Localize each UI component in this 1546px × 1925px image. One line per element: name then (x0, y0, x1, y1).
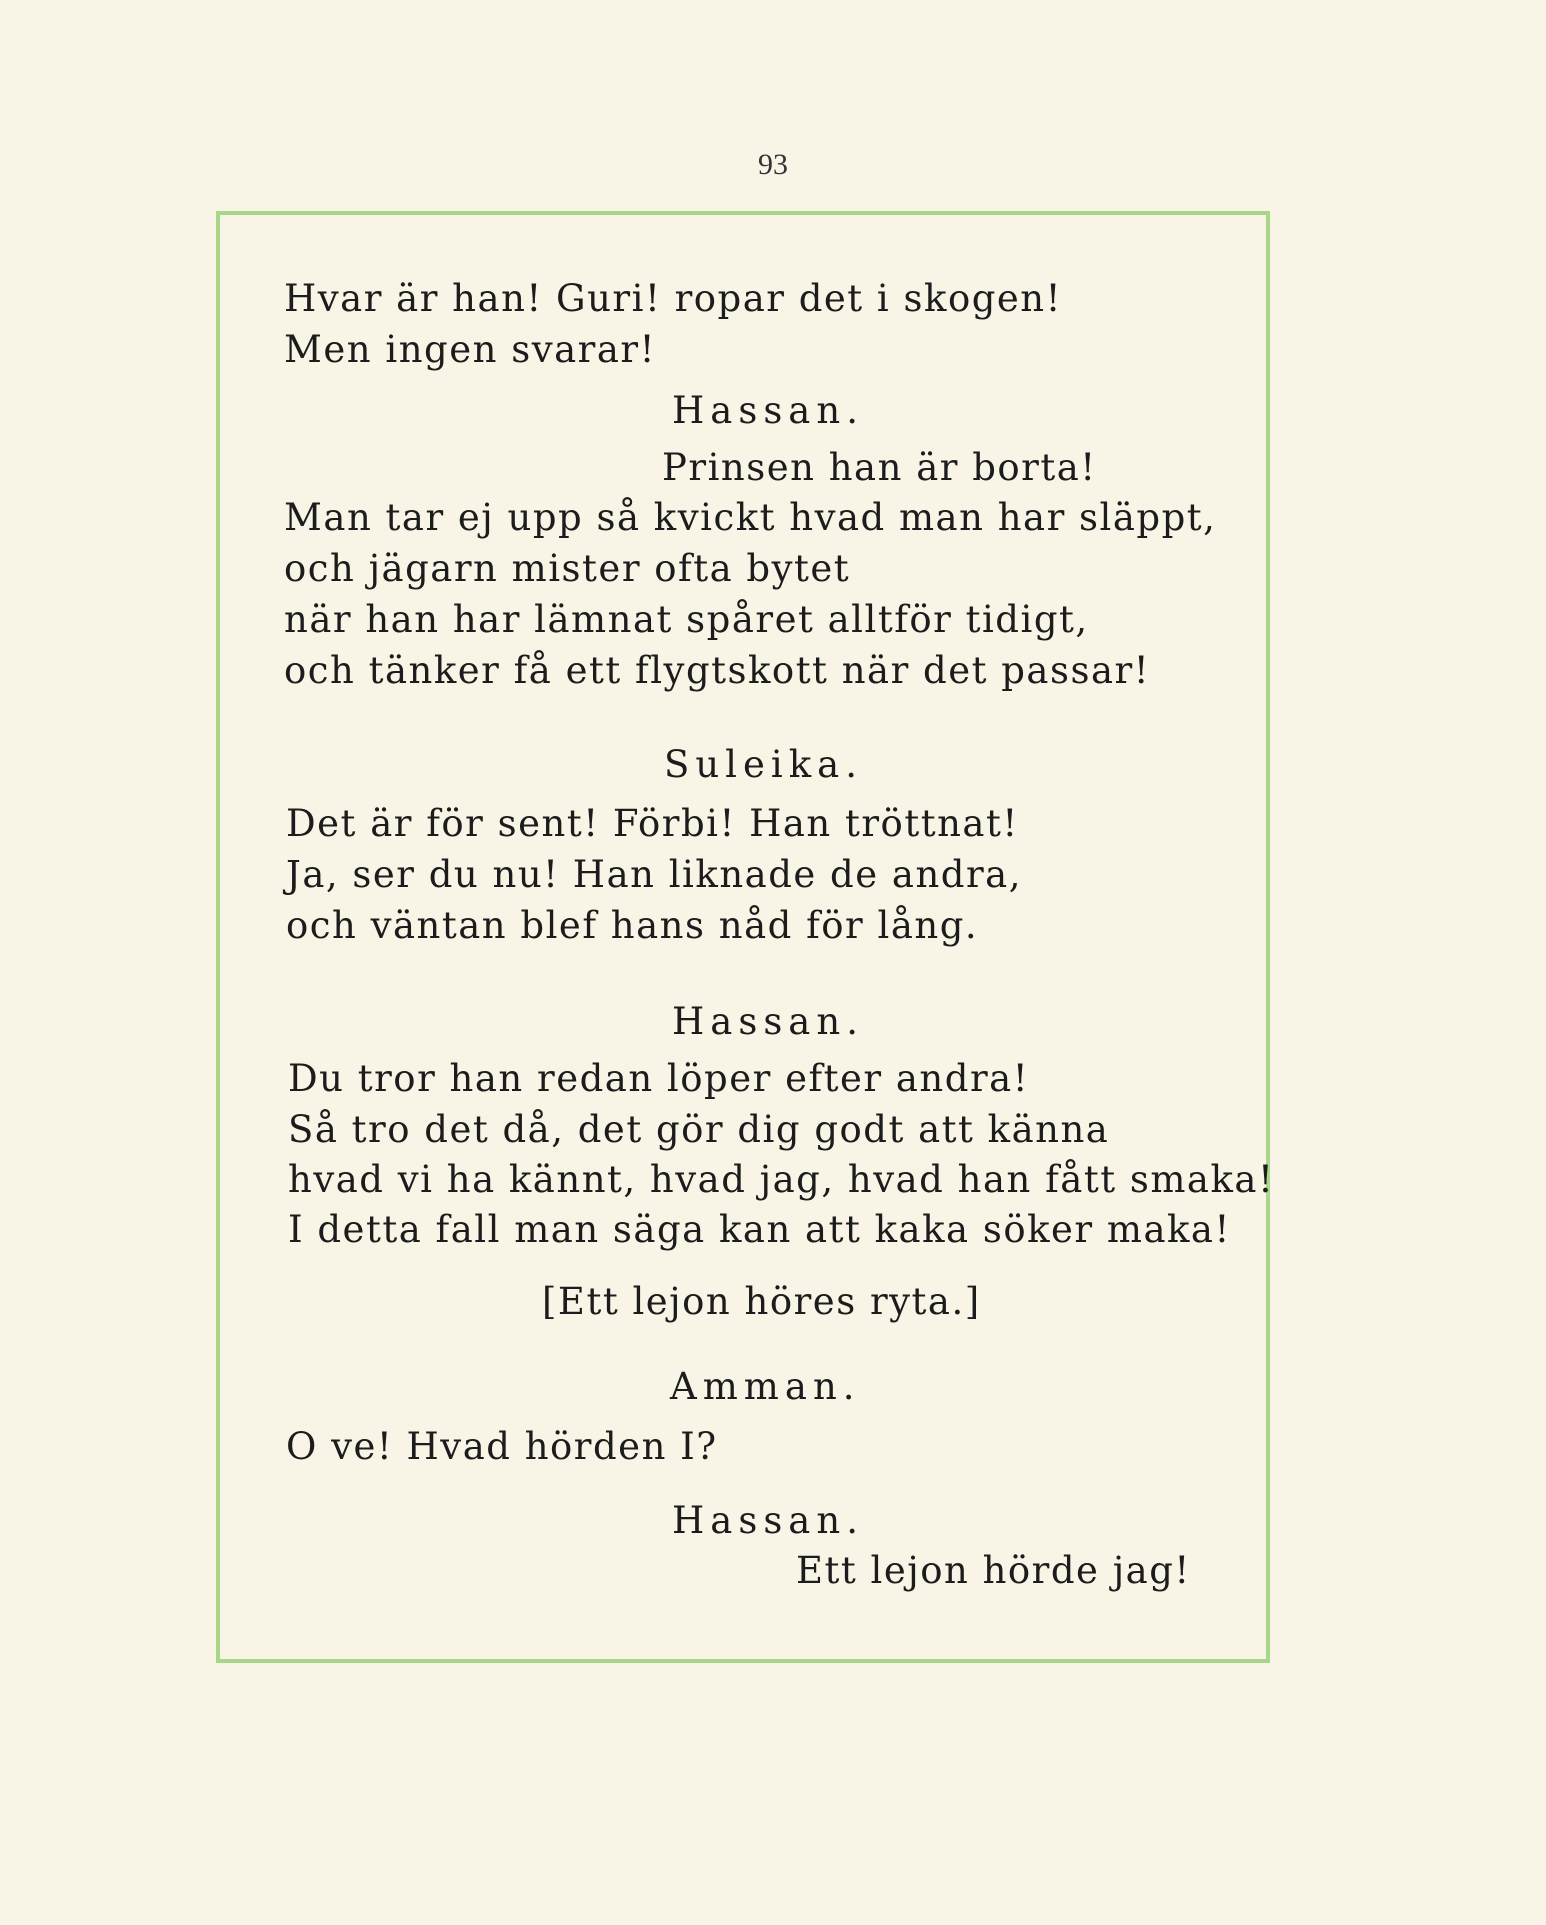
verse-line: Man tar ej upp så kvickt hvad man har släppt, (284, 496, 1217, 539)
verse-line: och väntan blef hans nåd för lång. (286, 904, 979, 947)
speaker-heading: Suleika. (664, 743, 863, 786)
verse-line: och jägarn mister ofta bytet (284, 547, 851, 590)
verse-line: hvad vi ha kännt, hvad jag, hvad han fått smaka! (288, 1158, 1275, 1201)
speaker-heading: Hassan. (672, 389, 864, 432)
verse-line: Prinsen han är borta! (662, 446, 1097, 489)
verse-line: när han har lämnat spåret alltför tidigt, (284, 598, 1089, 641)
speaker-heading: Amman. (670, 1365, 861, 1408)
verse-line: Det är för sent! Förbi! Han tröttnat! (286, 802, 1019, 845)
page-number: 93 (758, 148, 788, 181)
speaker-heading: Hassan. (672, 1000, 864, 1043)
verse-line: Så tro det då, det gör dig godt att känna (288, 1108, 1110, 1151)
verse-line: I detta fall man säga kan att kaka söker maka! (288, 1208, 1231, 1251)
verse-line: Men ingen svarar! (284, 328, 656, 371)
verse-line: Ett lejon hörde jag! (796, 1549, 1191, 1592)
stage-direction: [Ett lejon höres ryta.] (542, 1280, 981, 1323)
verse-line: O ve! Hvad hörden I? (286, 1425, 718, 1468)
verse-line: Ja, ser du nu! Han liknade de andra, (286, 853, 1022, 896)
verse-line: Du tror han redan löper efter andra! (288, 1057, 1030, 1100)
speaker-heading: Hassan. (672, 1499, 864, 1542)
verse-line: och tänker få ett flygtskott när det passar! (284, 649, 1151, 692)
verse-line: Hvar är han! Guri! ropar det i skogen! (284, 277, 1062, 320)
